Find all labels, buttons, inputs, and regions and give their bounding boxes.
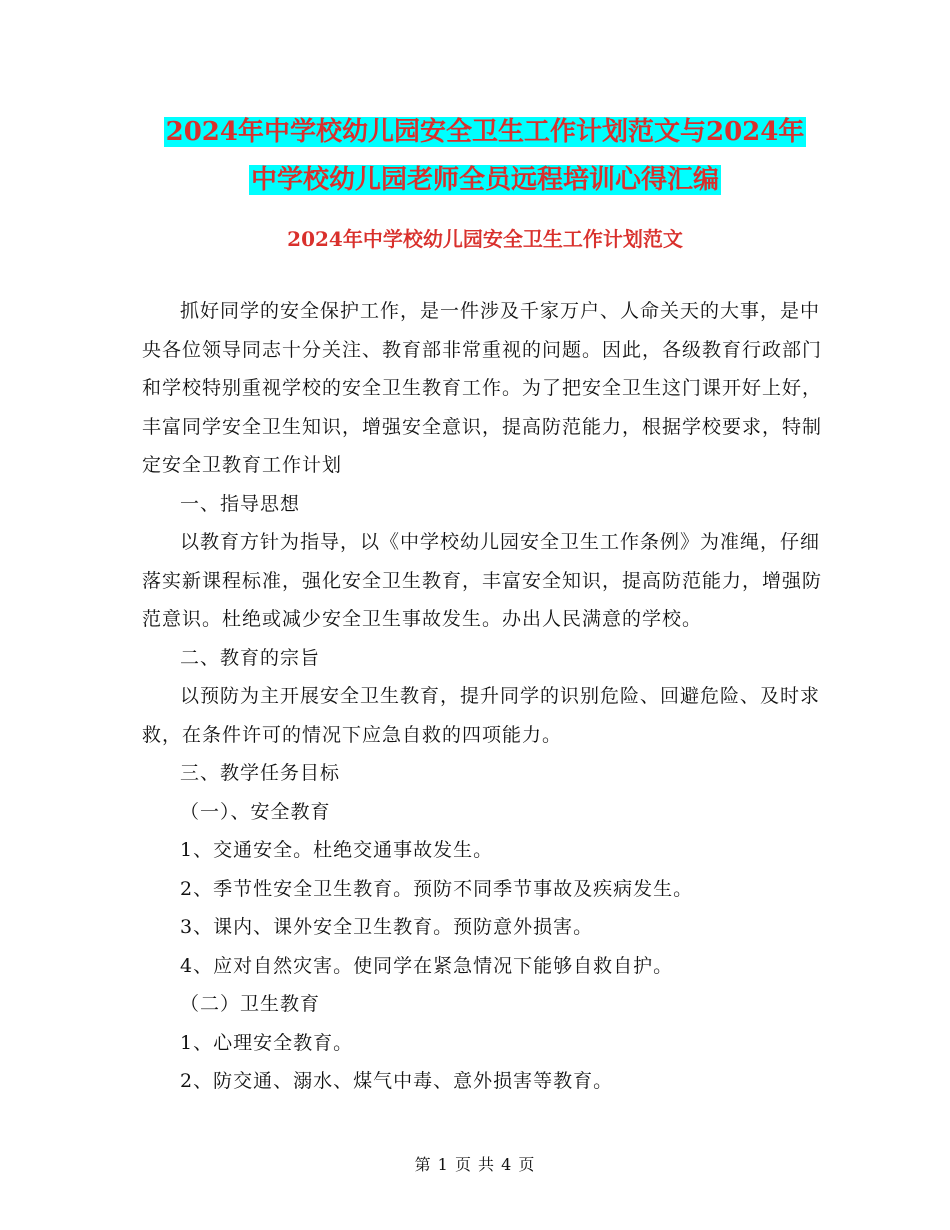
- heading-guiding-ideology: 一、指导思想: [180, 492, 301, 515]
- list-item: 1、心理安全教育。: [180, 1031, 354, 1054]
- list-item: 3、课内、课外安全卫生教育。预防意外损害。: [180, 916, 594, 938]
- list-item: 2、防交通、溺水、煤气中毒、意外损害等教育。: [180, 1070, 614, 1092]
- subheading-safety-education: （一）、安全教育: [180, 800, 331, 823]
- paragraph-education-purpose: 以预防为主开展安全卫生教育，提升同学的识别危险、回避危险、及时求救，在条件许可的情况下应急自救的四项能力。: [142, 685, 821, 746]
- section-title: 2024年中学校幼儿园安全卫生工作计划范文: [287, 227, 683, 251]
- list-item: 1、交通安全。杜绝交通事故发生。: [180, 839, 494, 861]
- document-body: [142, 292, 822, 1101]
- list-item: 2、季节性安全卫生教育。预防不同季节事故及疾病发生。: [180, 877, 694, 900]
- heading-education-purpose: 二、教育的宗旨: [180, 646, 321, 669]
- document-title-line1: 2024年中学校幼儿园安全卫生工作计划范文与2024年: [165, 117, 805, 147]
- heading-teaching-goals: 三、教学任务目标: [180, 762, 341, 784]
- paragraph-intro: 抓好同学的安全保护工作，是一件涉及千家万户、人命关天的大事，是中央各位领导同志十分关注、教育部非常重视的问题。因此，各级教育行政部门和学校特别重视学校的安全卫生教育工作。为了把安全卫生这门课开好上好，丰富同学安全卫生知识，增强安全意识，提高防范能力，根据学校要求，特制定安全卫教育工作计划: [142, 300, 823, 476]
- subheading-health-education: （二）卫生教育: [180, 993, 321, 1015]
- list-item: 4、应对自然灾害。使同学在紧急情况下能够自救自护。: [180, 954, 674, 977]
- document-title-line2: 中学校幼儿园老师全员远程培训心得汇编: [250, 165, 719, 195]
- page-number-footer: 第 1 页 共 4 页: [414, 1155, 536, 1174]
- document-title: [140, 108, 830, 204]
- paragraph-guiding-ideology: 以教育方针为指导，以《中学校幼儿园安全卫生工作条例》为准绳，仔细落实新课程标准，强化安全卫生教育，丰富安全知识，提高防范能力，增强防范意识。杜绝或减少安全卫生事故发生。办出人民满意的学校。: [142, 531, 823, 630]
